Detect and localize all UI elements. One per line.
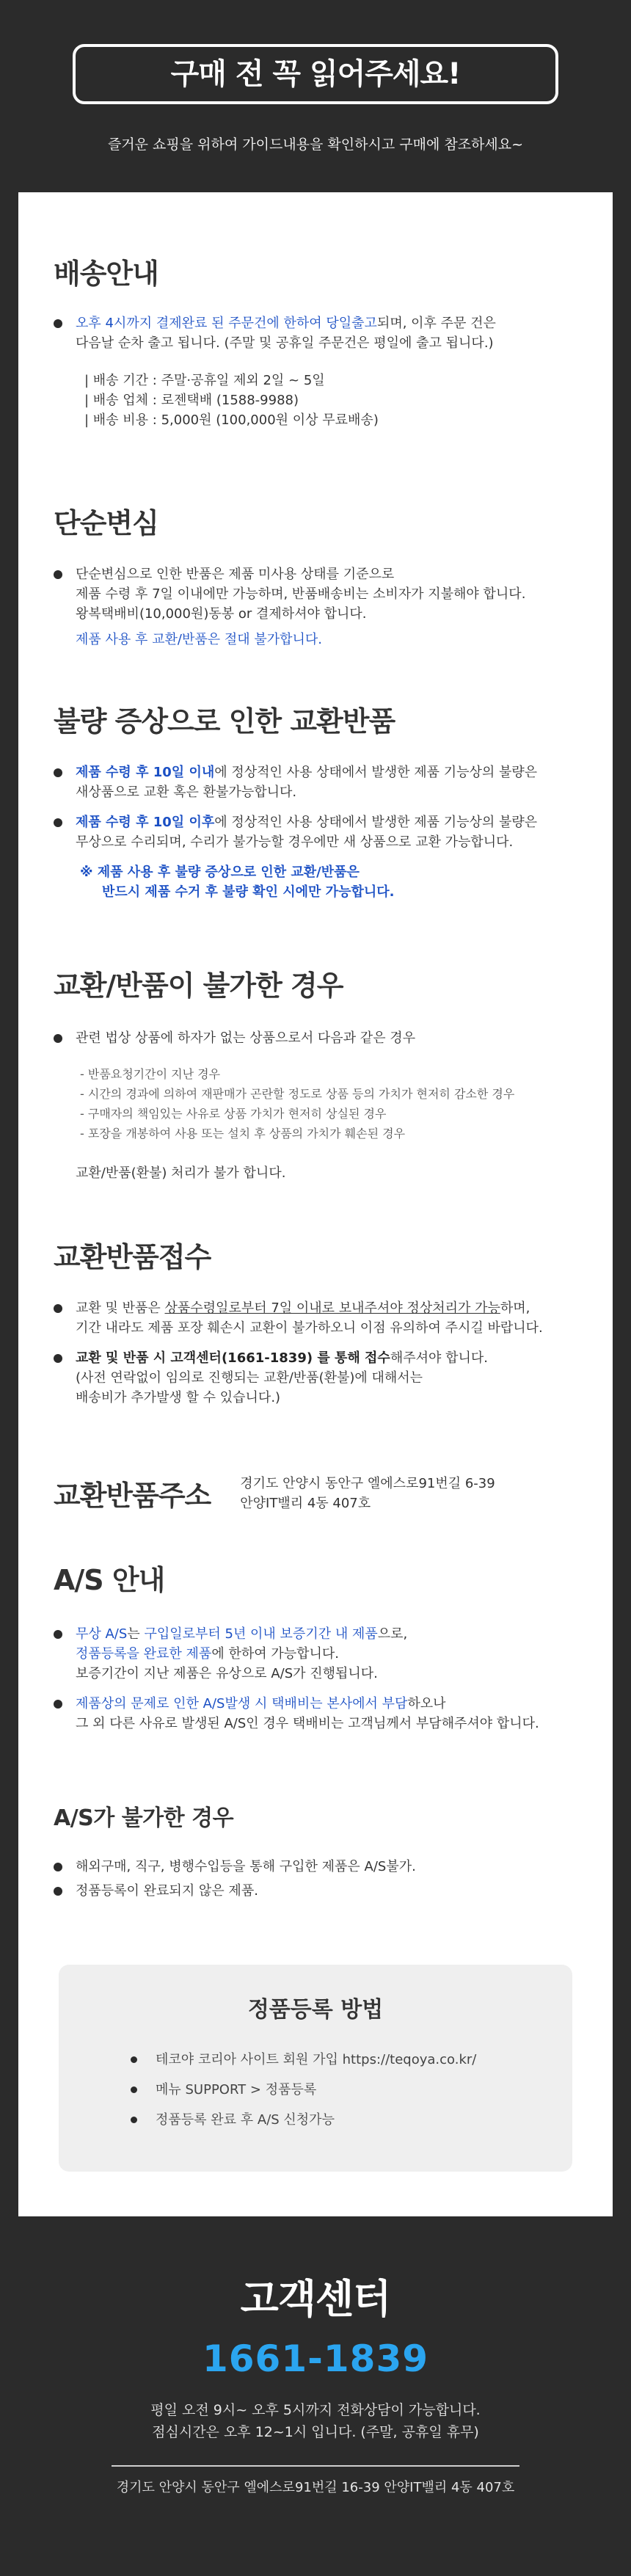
shipping-title: 배송안내 [54,258,158,290]
registration-step: 메뉴 SUPPORT > 정품등록 [131,2080,572,2100]
registration-title: 정품등록 방법 [247,1997,384,2023]
simple-return-title: 단순변심 [54,507,158,539]
registration-box [59,1965,572,2172]
return-address [240,1474,495,1513]
customer-center-title: 고객센터 [240,2276,391,2322]
no-exchange-cases [54,1064,577,1143]
as-text: 는 [127,1626,145,1642]
no-exchange-bullet: 관련 법상 상품에 하자가 없는 상품으로서 다음과 같은 경우 [54,1028,577,1048]
as-text: 하오나 [407,1696,446,1711]
registration-steps [59,2050,572,2130]
reception-bullet [54,1298,577,1338]
no-exchange-case: - 반품요청기간이 지난 경우 [80,1067,221,1081]
reception-text-2: (사전 연락없이 임의로 진행되는 교환/반품(환불)에 대해서는 [76,1370,423,1386]
as-unavailable-item: 정품등록이 완료되지 않은 제품. [54,1881,577,1901]
registered-text: 정품등록을 완료한 제품 [76,1646,212,1662]
reception-text-3: 배송비가 추가발생 할 수 있습니다.) [76,1390,281,1405]
as-bullet [54,1694,577,1733]
return-address-title: 교환반품주소 [54,1480,211,1512]
as-unavailable-item: 해외구매, 직구, 병행수입등을 통해 구입한 제품은 A/S불가. [54,1857,577,1877]
shipping-cost: | 배송 비용 : 5,000원 (100,000원 이상 무료배송) [84,412,379,428]
defect-bullet [54,812,577,852]
as-bullets [54,1624,577,1733]
shipping-text: 되며, 이후 주문 건은 [376,316,496,331]
page-subtitle: 즐거운 쇼핑을 위하여 가이드내용을 확인하시고 구매에 참조하세요~ [107,137,524,153]
same-day-text: 오후 4시까지 결제완료 된 주문건에 한하여 당일출고 [76,316,377,331]
reception-text: 교환 및 반품은 [76,1300,165,1316]
return-address-line: 경기도 안양시 동안구 엘에스로91번길 6-39 [240,1475,495,1491]
simple-return-bullet [54,564,577,650]
as-bullet [54,1624,577,1684]
no-exchange-tail: 교환/반품(환불) 처리가 불가 합니다. [76,1165,286,1181]
shipping-text-2: 다음날 순차 출고 됩니다. (주말 및 공휴일 주문건은 평일에 출고 됩니다.) [76,335,494,351]
defect-text: 에 정상적인 사용 상태에서 발생한 제품 기능상의 불량은 [214,815,538,830]
shipping-period: | 배송 기간 : 주말·공휴일 제외 2일 ~ 5일 [84,373,325,388]
as-shipping-text: 제품상의 문제로 인한 A/S발생 시 택배비는 본사에서 부담 [76,1696,408,1711]
reception-section [54,1234,577,1418]
reception-deadline: 상품수령일로부터 7일 이내로 보내주셔야 정상처리가 가능 [164,1300,500,1316]
customer-center [0,2216,631,2576]
shipping-section [54,251,577,430]
reception-text: 하며, [500,1300,530,1316]
registration-step: 정품등록 완료 후 A/S 신청가능 [131,2110,572,2130]
return-address-line: 안양IT밸리 4동 407호 [240,1495,371,1511]
customer-center-hours [0,2399,631,2443]
simple-return-line: 제품 수령 후 7일 이내에만 가능하며, 반품배송비는 소비자가 지불해야 합니다. [76,586,526,602]
defect-bullet [54,763,577,802]
reception-title: 교환반품접수 [54,1241,211,1273]
as-text-2: 그 외 다른 사유로 발생된 A/S인 경우 택배비는 고객님께서 부담해주셔야 합니다. [76,1716,539,1731]
registration-step: 테코야 코리아 사이트 회원 가입 https://teqoya.co.kr/ [131,2050,572,2070]
as-text-3: 보증기간이 지난 제품은 유상으로 A/S가 진행됩니다. [76,1666,378,1681]
as-unavailable-bullets [54,1857,577,1901]
defect-note-line: ※ 제품 사용 후 불량 증상으로 인한 교환/반품은 [80,865,360,880]
footer-address: 경기도 안양시 동안구 엘에스로91번길 16-39 안양IT밸리 4동 407호 [116,2480,515,2495]
as-title: A/S 안내 [54,1564,165,1596]
hours-line: 점심시간은 오후 12~1시 입니다. (주말, 공휴일 휴무) [152,2424,479,2440]
as-section [54,1557,577,1744]
free-as-text: 무상 A/S [76,1626,128,1642]
reception-text: 해주셔야 합니다. [390,1350,488,1366]
reception-contact: 교환 및 반품 시 고객센터(1661-1839) 를 통해 접수 [76,1350,390,1366]
guide-panel [18,192,613,2216]
shipping-bullets [54,313,577,353]
defect-text-2: 무상으로 수리되며, 수리가 불가능할 경우에만 새 상품으로 교환 가능합니다. [76,834,514,850]
defect-text-2: 새상품으로 교환 혹은 환불가능합니다. [76,785,297,800]
header [0,0,631,192]
simple-return-line: 왕복택배비(10,000원)동봉 or 결제하셔야 합니다. [76,606,367,622]
no-exchange-bullets [54,1028,577,1048]
defect-note-line: 반드시 제품 수거 후 불량 확인 시에만 가능합니다. [102,884,395,900]
as-text: 에 한하여 가능합니다. [211,1646,339,1662]
simple-return-line: 단순변심으로 인한 반품은 제품 미사용 상태를 기준으로 [76,567,395,582]
as-unavailable-title: A/S가 불가한 경우 [54,1805,234,1831]
reception-text-2: 기간 내라도 제품 포장 훼손시 교환이 불가하오니 이점 유의하여 주시길 바랍니다. [76,1320,543,1336]
no-exchange-title: 교환/반품이 불가한 경우 [54,969,343,1002]
defect-period-1: 제품 수령 후 10일 이내 [76,765,215,780]
defect-title: 불량 증상으로 인한 교환반품 [54,705,395,738]
defect-text: 에 정상적인 사용 상태에서 발생한 제품 기능상의 불량은 [214,765,538,780]
defect-period-2: 제품 수령 후 10일 이후 [76,815,215,830]
customer-center-phone: 1661-1839 [202,2337,429,2380]
no-exchange-section [54,963,577,1182]
simple-return-bullets [54,564,577,650]
page-title: 구매 전 꼭 읽어주세요! [73,44,558,104]
shipping-info [54,371,577,430]
warranty-text: 구입일로부터 5년 이내 보증기간 내 제품 [144,1626,378,1642]
simple-return-section [54,501,577,660]
defect-bullets [54,763,577,852]
defect-section [54,699,577,902]
return-address-section [54,1473,577,1513]
footer-divider [112,2465,519,2467]
reception-bullet [54,1348,577,1408]
hours-line: 평일 오전 9시~ 오후 5시까지 전화상담이 가능합니다. [150,2402,481,2418]
shipping-bullet [54,313,577,353]
reception-bullets [54,1298,577,1408]
defect-note [54,862,577,902]
as-unavailable-section [54,1800,577,1911]
as-text: 으로, [377,1626,408,1642]
no-exchange-case: - 포장을 개봉하여 사용 또는 설치 후 상품의 가치가 훼손된 경우 [80,1127,406,1140]
simple-return-notice: 제품 사용 후 교환/반품은 절대 불가합니다. [76,632,322,647]
shipping-company: | 배송 업체 : 로젠택배 (1588-9988) [84,393,299,408]
no-exchange-case: - 시간의 경과에 의하여 재판매가 곤란할 정도로 상품 등의 가치가 현저히 감소한 경우 [80,1087,515,1101]
no-exchange-case: - 구매자의 책임있는 사유로 상품 가치가 현저히 상실된 경우 [80,1107,387,1121]
